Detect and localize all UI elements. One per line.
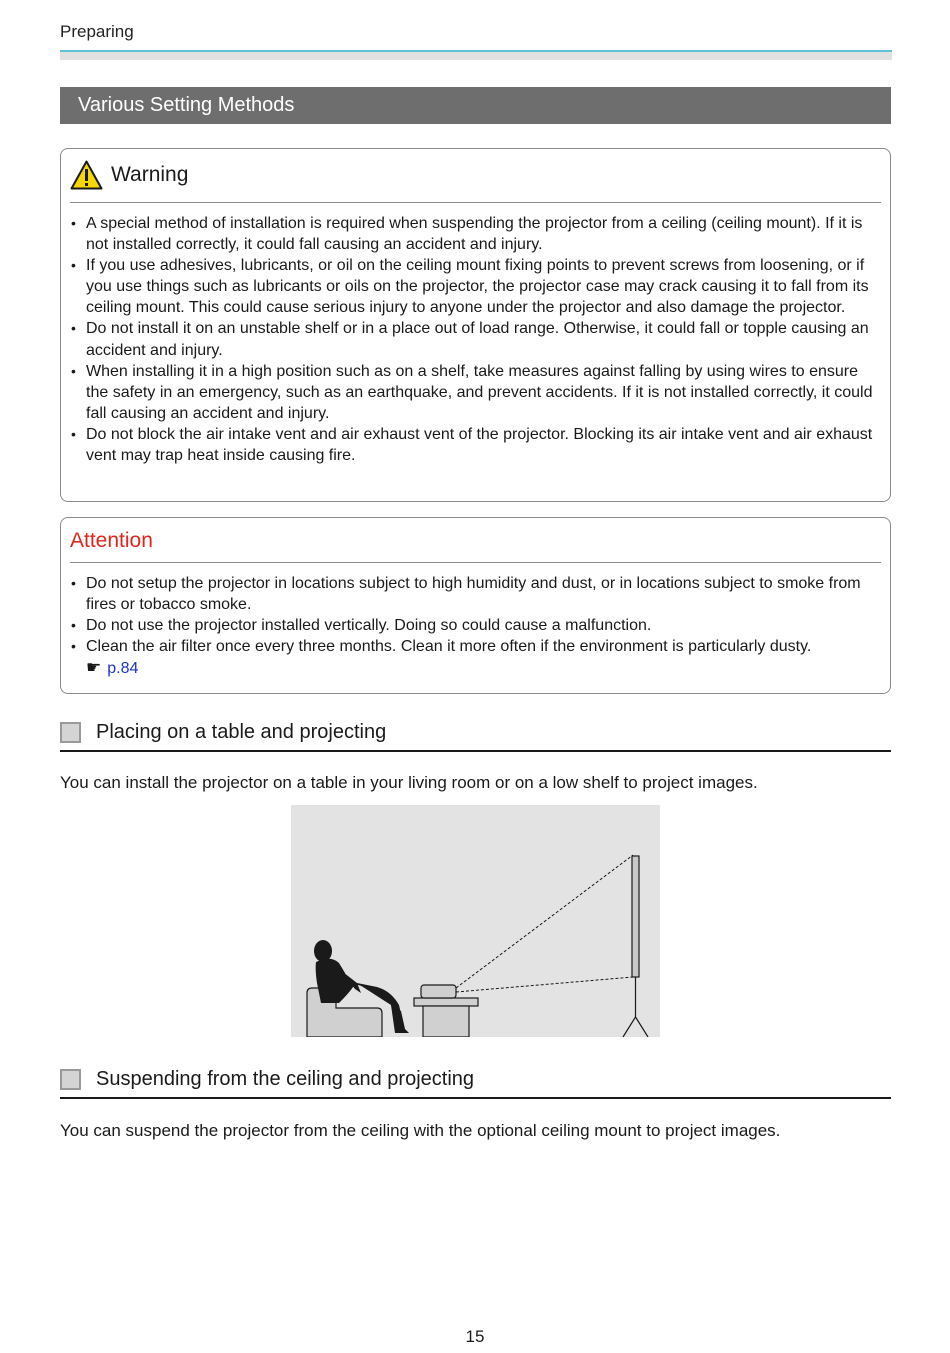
square-bullet-icon [60,722,81,743]
page-reference-link[interactable]: p.84 [107,660,139,678]
table-section-text: You can install the projector on a table in your living room or on a low shelf to project images. [60,773,758,792]
attention-divider [70,562,881,563]
warning-heading [70,160,188,190]
header-rule-band [60,52,892,60]
list-item: • Clean the air filter once every three months. Clean it more often if the environment is particularly dusty. [71,638,812,656]
list-item: • Do not block the air intake vent and air exhaust vent of the projector. Blocking its air intake vent and air exhaust vent may trap heat inside causing fire. [71,425,873,465]
warning-divider [70,202,881,203]
page-number: 15 [465,1327,485,1346]
subsection-heading-table [60,714,891,752]
reference-line [70,657,882,679]
warning-triangle-icon [70,160,103,190]
attention-box [60,517,891,694]
ceiling-section-text: You can suspend the projector from the ceiling with the optional ceiling mount to project images. [60,1121,781,1140]
list-item: • Do not install it on an unstable shelf or in a place out of load range. Otherwise, it could fall or topple causing an accident and injury. [71,320,869,359]
section-title-banner: Various Setting Methods [60,87,891,124]
list-item: • If you use adhesives, lubricants, or oil on the ceiling mount fixing points to prevent screws from loosening, or if you use things such as lubricants or oils on the projector, the projector case may crack causing it to fall from its ceiling mount. This could cause serious injury to anyone under the projector and also damage the projector. [71,257,869,317]
warning-title: Warning [111,163,189,186]
pointing-hand-icon: ☛ [86,658,102,678]
warning-box [60,148,891,502]
subsection-title: Placing on a table and projecting [96,720,387,743]
attention-title: Attention [70,529,153,552]
subsection-heading-ceiling [60,1061,891,1099]
running-head: Preparing [60,22,134,41]
warning-list [70,213,882,466]
list-item: • A special method of installation is required when suspending the projector from a ceiling (ceiling mount). If it is not installed correctly, it could fall causing an accident and injury. [71,215,863,254]
list-item: • Do not use the projector installed vertically. Doing so could cause a malfunction. [71,617,652,635]
subsection-title: Suspending from the ceiling and projecting [96,1067,475,1090]
list-item: • Do not setup the projector in locations subject to high humidity and dust, or in locations subject to smoke from fires or tobacco smoke. [71,575,861,614]
table-projection-illustration [291,805,660,1037]
attention-list [70,573,882,679]
square-bullet-icon [60,1069,81,1090]
list-item: • When installing it in a high position such as on a shelf, take measures against falling by using wires to ensure the safety in an emergency, such as an earthquake, and prevent accidents. If it is not installed correctly, it could fall causing an accident and injury. [71,362,873,422]
